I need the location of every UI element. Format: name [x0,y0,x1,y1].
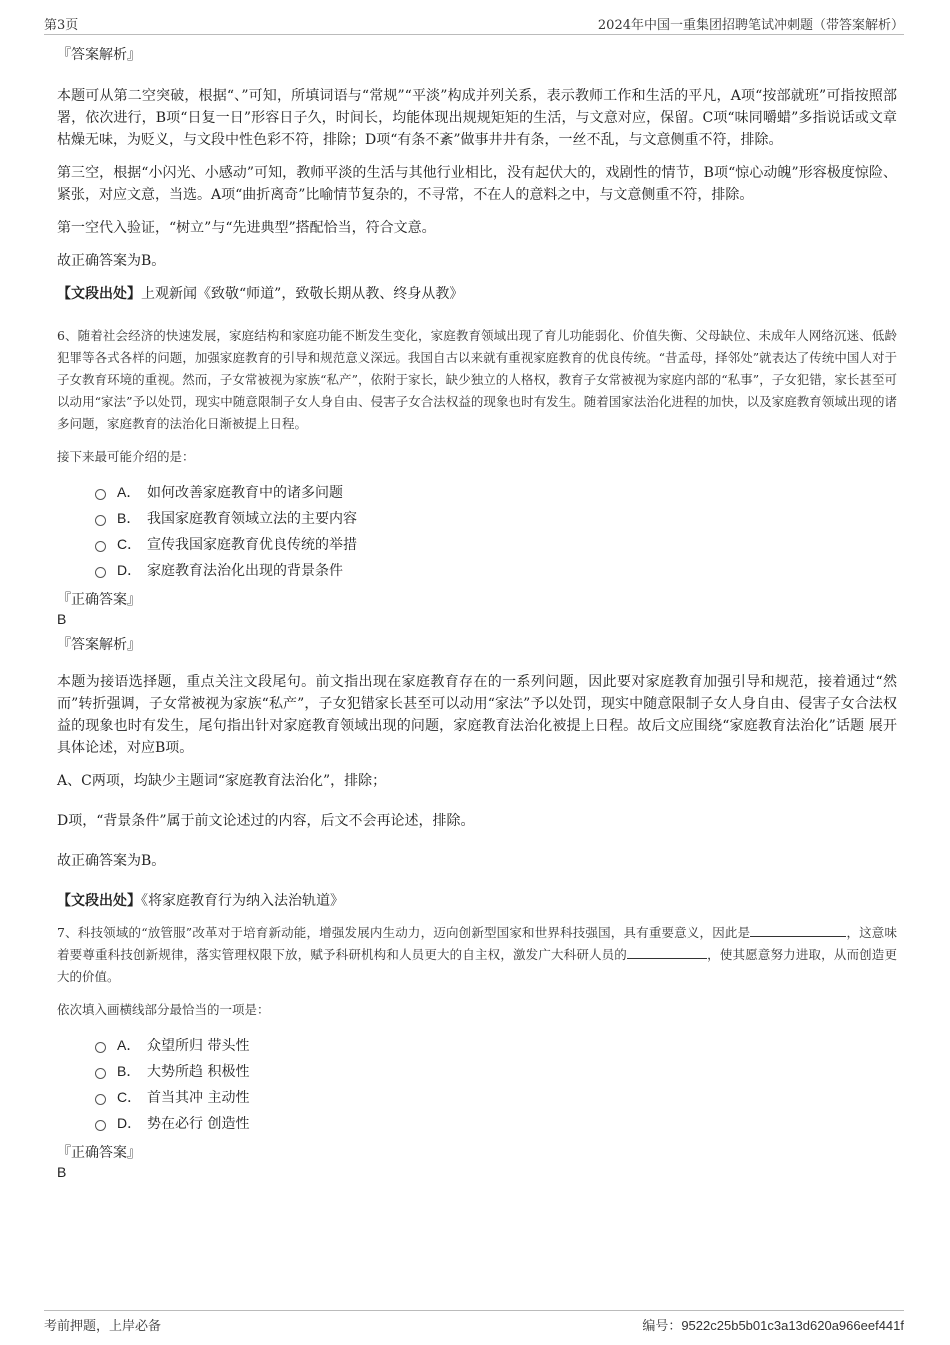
option-d[interactable] [95,557,897,583]
analysis-paragraph: 故正确答案为B。 [57,853,166,869]
question-7-stem [57,922,897,988]
option-letter: B． [117,510,141,526]
correct-answer: B [57,1164,67,1180]
radio-button[interactable] [95,541,106,552]
option-b[interactable] [95,505,897,531]
stem-text: ，使其愿意努力进取，从而创造更大的价值。 [57,947,897,984]
fill-blank [750,924,846,937]
question-6-stem: 6、随着社会经济的快速发展，家庭结构和家庭功能不断发生变化，家庭教育领域出现了育儿功能弱化、价值失衡、父母缺位、未成年人网络沉迷、低龄犯罪等各式各样的问题，加强家庭教育的引导和规范意义深远。我国自古以来就有重视家庭教育的优良传统。“昔孟母，择邻处”就表达了传统中国人对于子女教育环境的重视。然而，子女常被视为家族“私产”，依附于家长，缺少独立的人格权，教育子女常被视为家庭内部的“私事”，子女犯错，家长甚至可以动用“家法”予以处罚，现实中随意限制子女人身自由、侵害子女合法权益的现象也时有发生。随着国家法治化进程的加快，以及家庭教育领域出现的诸多问题，家庭教育的法治化日渐被提上日程。 [57,328,897,431]
radio-button[interactable] [95,1042,106,1053]
option-text: 众望所归 带头性 [147,1038,250,1054]
question-6-options [95,479,897,583]
page-number: 第3页 [44,18,79,33]
radio-button[interactable] [95,515,106,526]
option-text: 宣传我国家庭教育优良传统的举措 [147,537,357,553]
question-6-prompt: 接下来最可能介绍的是： [57,449,195,464]
option-text: 首当其冲 主动性 [147,1090,250,1106]
option-c[interactable] [95,531,897,557]
page-header [44,14,904,35]
code-value: 9522c25b5b01c3a13d620a966eef441f [681,1318,904,1333]
source-citation [57,890,897,912]
document-code [642,1315,904,1334]
option-text: 大势所趋 积极性 [147,1064,250,1080]
analysis-paragraph: D项，“背景条件”属于前文论述过的内容，后文不会再论述，排除。 [57,813,475,829]
option-b[interactable] [95,1058,897,1084]
analysis-paragraph: 第一空代入验证，“树立”与“先进典型”搭配恰当，符合文意。 [57,220,436,236]
stem-text: 7、科技领域的“放管服”改革对于培育新动能，增强发展内生动力，迈向创新型国家和世界科技强国，具有重要意义，因此是 [57,925,751,940]
option-text: 势在必行 创造性 [147,1116,250,1132]
document-body [57,46,897,1189]
analysis-label: 『答案解析』 [57,47,141,63]
correct-answer-block [57,591,897,628]
source-text: 《将家庭教育行为纳入法治轨道》 [141,893,344,909]
code-label: 编号： [642,1319,682,1334]
analysis-paragraph: 本题可从第二空突破，根据“、”可知，所填词语与“常规”“平淡”构成并列关系，表示教师工作和生活的平凡，A项“按部就班”可指按照部署，依次进行，B项“日复一日”形容日子久，时间长，均能体现出规规矩矩的生活，与文意对应，保留。C项“味同嚼蜡”多指说话或文章枯燥无味，为贬义，与文段中性色彩不符，排除；D项“有条不紊”做事井井有条，一丝不乱，与文意侧重不符，排除。 [57,88,897,148]
option-a[interactable] [95,479,897,505]
source-citation [57,283,897,305]
analysis-paragraph: 第三空，根据“小闪光、小感动”可知，教师平淡的生活与其他行业相比，没有起伏大的，戏剧性的情节，B项“惊心动魄”形容极度惊险、紧张，对应文意，当选。A项“曲折离奇”比喻情节复杂的，不寻常，不在人的意料之中，与文意侧重不符，排除。 [57,165,897,203]
correct-answer: B [57,611,67,627]
option-text: 我国家庭教育领域立法的主要内容 [147,511,357,527]
option-d[interactable] [95,1110,897,1136]
correct-answer-label: 『正确答案』 [57,1145,141,1161]
question-7-options [95,1032,897,1136]
option-letter: A． [117,484,141,500]
option-letter: A． [117,1037,141,1053]
stem-text: ，这意味着要尊重科技创新规律，落实管理权限下放，赋予科研机构和人员更大的自主权，激发广大科研人员的 [57,925,897,962]
source-text: 上观新闻《致敬“师道”，致敬长期从教、终身从教》 [141,286,464,302]
footer-slogan: 考前押题，上岸必备 [44,1319,162,1334]
document-title: 2024年中国一重集团招聘笔试冲刺题（带答案解析） [597,18,904,33]
analysis-paragraph: 本题为接语选择题，重点关注文段尾句。前文指出现在家庭教育存在的一系列问题，因此要对家庭教育加强引导和规范，接着通过“然而”转折强调，子女常被视为家族“私产”，子女犯错家长甚至可以动用“家法”予以处罚，现实中随意限制子女人身自由、侵害子女合法权益的现象也时有发生，尾句指出针对家庭教育领域出现的问题，家庭教育法治化被提上日程。故后文应围绕“家庭教育法治化”话题 展开 具体论述，对应B项。 [57,674,897,756]
option-letter: C． [117,536,142,552]
analysis-paragraph: A、C两项，均缺少主题词“家庭教育法治化”，排除； [57,773,387,789]
source-label: 【文段出处】 [57,893,141,909]
option-letter: D． [117,562,142,578]
correct-answer-block [57,1144,897,1181]
radio-button[interactable] [95,1068,106,1079]
option-text: 家庭教育法治化出现的背景条件 [147,563,343,579]
radio-button[interactable] [95,1120,106,1131]
fill-blank [627,946,707,959]
option-text: 如何改善家庭教育中的诸多问题 [147,485,343,501]
radio-button[interactable] [95,567,106,578]
analysis-label: 『答案解析』 [57,637,141,653]
option-letter: D． [117,1115,142,1131]
question-7-prompt: 依次填入画横线部分最恰当的一项是： [57,1002,270,1017]
analysis-paragraph: 故正确答案为B。 [57,253,166,269]
option-c[interactable] [95,1084,897,1110]
radio-button[interactable] [95,489,106,500]
source-label: 【文段出处】 [57,286,141,302]
correct-answer-label: 『正确答案』 [57,592,141,608]
page-footer [44,1310,904,1334]
option-letter: B． [117,1063,141,1079]
radio-button[interactable] [95,1094,106,1105]
option-a[interactable] [95,1032,897,1058]
option-letter: C． [117,1089,142,1105]
